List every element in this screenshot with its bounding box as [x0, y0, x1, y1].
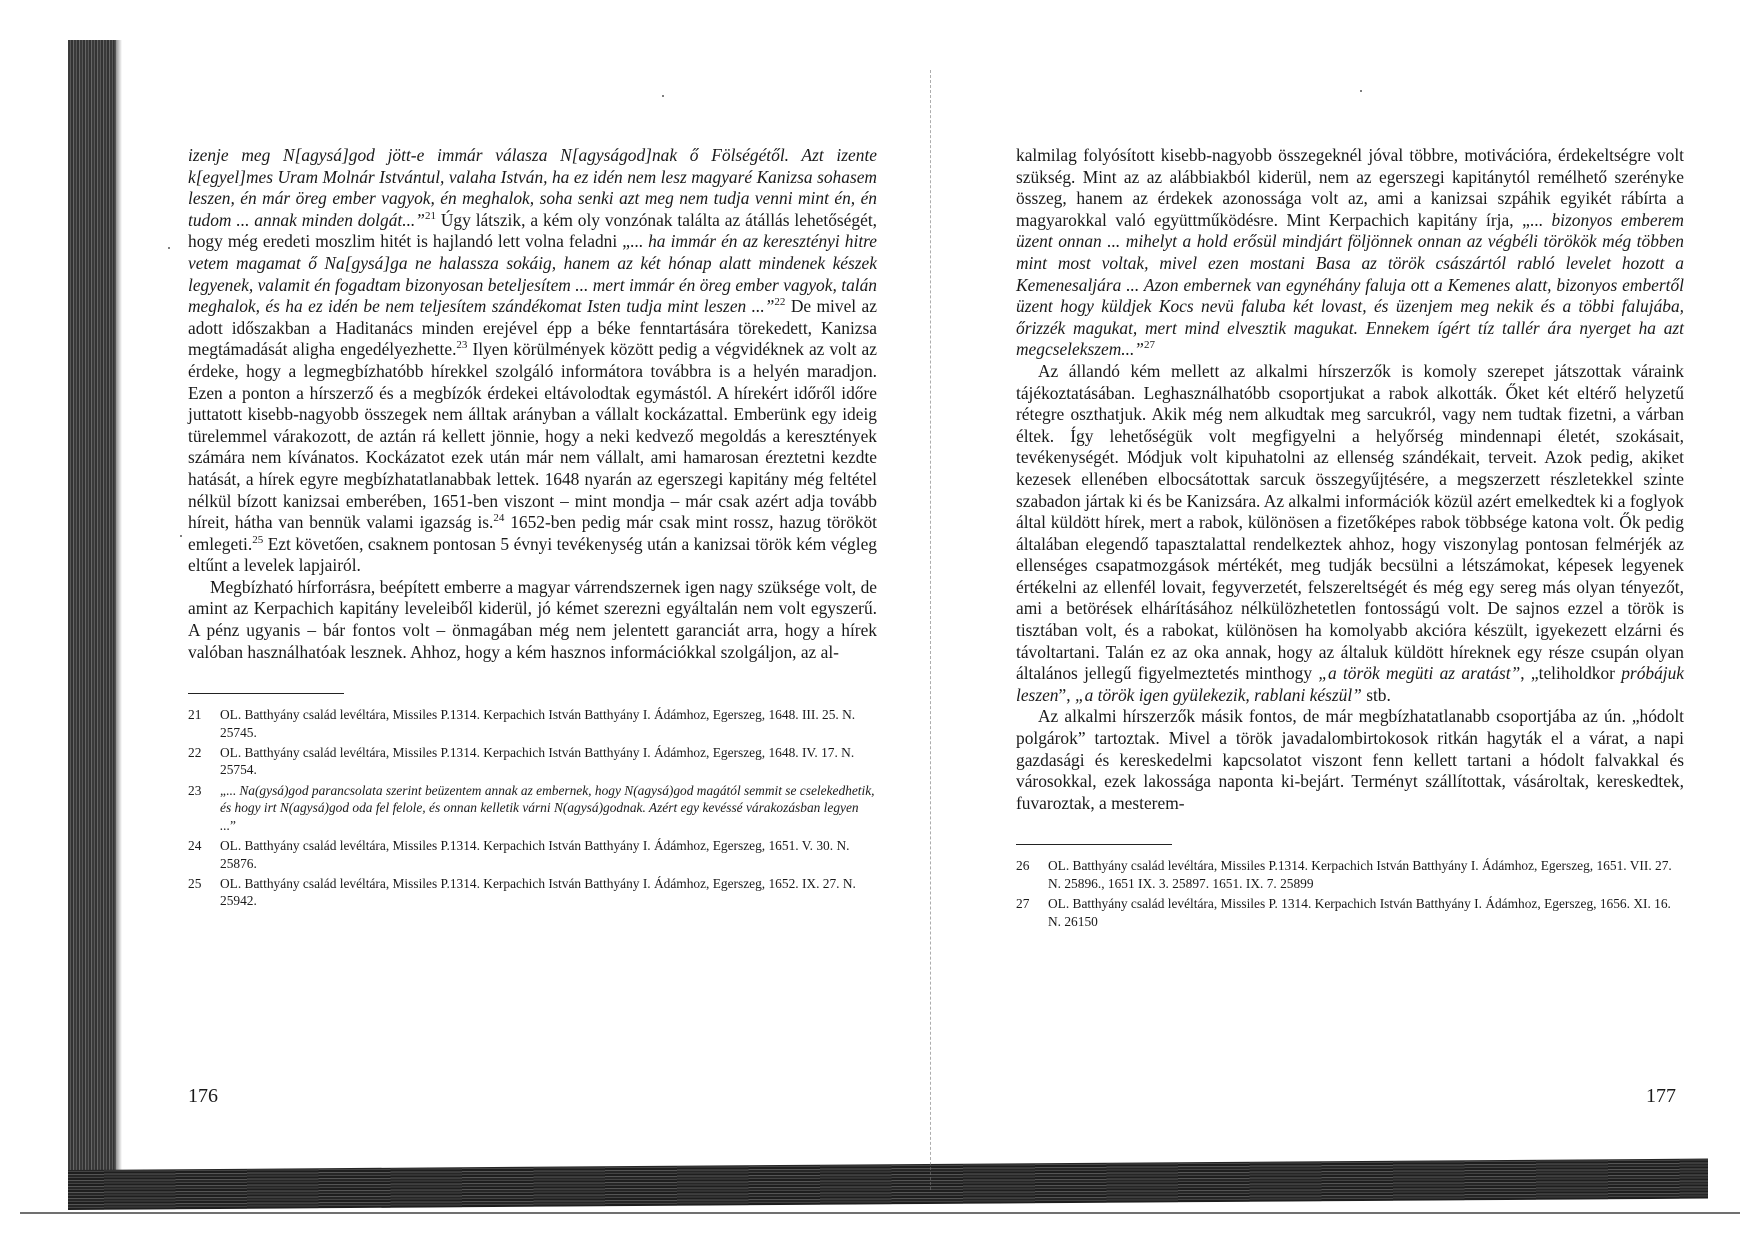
footnote-text: [220, 875, 877, 910]
text-run: OL. Batthyány család levéltára, Missiles P.1314. Kerpachich István Batthyány I. Ádámhoz, Egerszeg, 1651. V. 30. N. 25876.: [220, 838, 850, 871]
text-run: De mivel az adott időszakban a Haditanács minden erejével épp a béke fenntartására törekedett, Kanizsa megtámadását aligha engedélyezhette.: [188, 296, 877, 360]
scan-speck: [168, 247, 170, 249]
right-page-body: [1016, 145, 1684, 814]
paragraph: [188, 145, 877, 577]
text-run: kalmilag folyósított kisebb-nagyobb összegeknél jóval többre, motivációra, érdekeltségre volt szükség. Mint az az alábbiakból kiderül, nem az egerszegi kapitánytól remélhető szerényke összeg, hanem az érdekek azonossága volt az, ami a kanizsai szpáhik egyikét rábírta a magyarokkal való együttműködésre. Mint Kerpachich kapitány írja, „...: [1016, 145, 1684, 230]
footnote-number: 26: [1016, 858, 1030, 874]
text-run: Úgy látszik, a kém oly vonzónak találta az átállás lehetőségét, hogy még eredeti moszlim hitét is hajlandó lett volna feladni „...: [188, 209, 877, 252]
footnote-number: 27: [1016, 896, 1030, 912]
scan-bottom-line: [20, 1212, 1740, 1214]
text-run: OL. Batthyány család levéltára, Missiles P.1314. Kerpachich István Batthyány I. Ádámhoz, Egerszeg, 1652. IX. 27. N. 25942.: [220, 875, 856, 909]
footnote: [188, 706, 877, 741]
italic-quote: bizonyos emberem üzent onnan ... mihelyt a hold erősül mindjárt följönnek onnan az végbéli törökök még többen mint most voltak, mivel ezen mostani Basa az török császártól rabló levelet hozott a Kemenesaljára ... Azon embernek van egynéhány faluja ott a Kemenes alatt, bizonyos embertől üzent hogy küldjek Kocs nevü faluba két lovast, és üzenjem meg nekik és a többi falujába, őrizzék magukat, mert mind elvesztik magukat. Ennekem ígért tíz tallér ára nyerget ha azt megcselekszem...”: [1016, 209, 1684, 360]
text-run: OL. Batthyány család levéltára, Missiles P. 1314. Kerpachich István Batthyány I. Ádámhoz, Egerszeg, 1656. XI. 16. N. 26150: [1048, 896, 1671, 929]
scan-speck: [1660, 467, 1662, 469]
italic-quote: izenje meg N[agysá]god jött-e immár válasza N[agyságod]nak ő Fölségétől. Azt izente k[egyel]mes Uram Molnár Istvántul, valaha István, ha ez idén nem lesz magyaré Kanizsa sohasem leszen, én már öreg ember vagyok, én meghalok, soha senki azt meg nem tudja venni mint én, én tudom ... annak minden dolgát...”: [188, 145, 877, 230]
footnote-text: [220, 782, 877, 834]
footnote-ref[interactable]: 23: [456, 339, 468, 352]
text-run: Az állandó kém mellett az alkalmi hírszerzők is komoly szerepet játszottak váraink tájékoztatásában. Leghasználhatóbb csoportjukat a rabok alkották. Őket két eltérő helyzetű rétegre oszthatjuk. Akik még nem alkudtak meg sarcukról, vagy nem tudtak fizetni, a várban éltek. Így lehetőségük volt megfigyelni a helyőrség mindennapi életét, szokásait, tevékenységét. Módjuk volt kipuhatolni az ellenség szándékait, terveit. Azok pedig, akiket kezesek ellenében elbocsátottak sarcuk összegyűjtésére, a megszerzett részletekkel szinte szabadon jártak ki és be Kanizsára. Az alkalmi információk közül azért emelkedtek ki a foglyok által küldött hírek, mert a rabok, különösen a fizetőképes rabok többsége katona volt. Ők pedig általában elegendő tapasztalattal rendelkeztek ahhoz, hogy viszonylag pontosan felmérjék az ellenséges csapatmozgások mértékét, meg tudják becsülni a létszámokat, képesek legyenek értékelni az ellenfél lovait, fegyverzetét, felszereltségét és még egy sereg más olyan tényezőt, ami a betörések elhárításához nélkülözhetetlen fontosságú volt. De sajnos ezzel a török is tisztában volt, és a rabokat, különösen ha komolyabb akcióra készült, igyekezett elzárni és távoltartani. Talán ez az oka annak, hogy az általuk küldött híreknek egy része csupán olyan általános jellegű figyelmeztetés minthogy: [1016, 360, 1684, 684]
text-run: „...: [220, 782, 240, 798]
footnote-number: 21: [188, 707, 202, 723]
italic-quote: Na(gysá)god parancsolata szerint beüzentem annak az embernek, hogy N(agysá)god magától semmit se cselekedhetik, és hogy irt N(agysá)god oda fel felole, és onnan kelletik várni N(agysá)godnak. Azért egy kevéssé várakozásban legyen ...: [220, 782, 875, 833]
text-run: 1652-ben pedig már csak mint rossz, hazug törököt emlegeti.: [188, 512, 877, 554]
text-run: stb.: [1361, 684, 1391, 705]
footnote-ref[interactable]: 22: [774, 296, 786, 309]
left-page: [188, 145, 877, 913]
scan-binding-shadow: [68, 40, 116, 1180]
footnote-text: [220, 837, 877, 872]
page-number-right: 177: [1646, 1085, 1676, 1107]
text-run: Az alkalmi hírszerzők másik fontos, de már megbízhatatlanabb csoportjába az ún. „hódolt polgárok” tartoztak. Mivel a török javadalombirtokosok ritkán hagyták el a várat, a napi gazdasági és kereskedelmi kapcsolatot viszont fenn kellett tartani a hódolt falvakkal és városokkal, ezek lakossága naponta ki-bejárt. Terményt szállítottak, vásároltak, kereskedtek, fuvaroztak, a mesterem-: [1016, 706, 1684, 813]
footnote-ref[interactable]: 27: [1143, 339, 1155, 352]
footnote-text: [220, 744, 877, 779]
footnote-ref[interactable]: 25: [252, 533, 264, 546]
text-run: ”: [230, 817, 236, 833]
text-run: OL. Batthyány család levéltára, Missiles P.1314. Kerpachich István Batthyány I. Ádámhoz, Egerszeg, 1651. VII. 27. N. 25896., 1651 IX. 3. 25897. 1651. IX. 7. 25899: [1048, 858, 1672, 891]
footnote: [188, 782, 877, 834]
footnote: [188, 875, 877, 910]
footnote: [1016, 895, 1684, 930]
left-page-body: [188, 145, 877, 663]
footnote: [188, 744, 877, 779]
paragraph: [188, 577, 877, 663]
right-page: [1016, 145, 1684, 933]
book-gutter: [930, 70, 931, 1190]
footnote-separator: [1016, 844, 1172, 845]
scan-bottom-shadow: [68, 1159, 1708, 1210]
scan-speck: [662, 95, 664, 97]
italic-quote: „a török igen gyülekezik, rablani készül”: [1074, 684, 1362, 705]
text-run: Ilyen körülmények között pedig a végvidéknek az volt az érdeke, hogy a legmegbízhatóbb hírekkel szolgáló informátora továbbra is a helyén maradjon. Ezen a ponton a hírszerző és a megbízók érdekei eltávolodtak egymástól. A hírekért időről időre juttatott kisebb-nagyobb összegek nem álltak arányban a vállalt kockázattal. Emberünk egy ideig türelemmel várakozott, de aztán rá kellett jönnie, hogy a neki kedvező megoldás a keresztények számára nem kívánatos. Kockázatot ezek után már nem vállalt, ami hamarosan éreztetni kezdte hatását, a hírek egyre megbízhatatlanabbak lettek. 1648 nyarán az egerszegi kapitány még feltétel nélkül bízott kanizsai emberében, 1651-ben viszont – mint mondja – már csak azért adja tovább híreit, hátha van bennük valami igazság is.: [188, 339, 877, 533]
text-run: Ezt követően, csaknem pontosan 5 évnyi tevékenység után a kanizsai török kém végleg eltűnt a levelek lapjairól.: [188, 533, 877, 576]
text-run: OL. Batthyány család levéltára, Missiles P.1314. Kerpachich István Batthyány I. Ádámhoz, Egerszeg, 1648. III. 25. N. 25745.: [220, 707, 856, 740]
footnote-ref[interactable]: 21: [424, 209, 436, 222]
footnote-text: [1048, 857, 1684, 892]
italic-quote: próbájuk leszen: [1016, 663, 1685, 705]
footnote-text: [220, 706, 877, 741]
footnote-text: [1048, 895, 1684, 930]
footnote-ref[interactable]: 24: [493, 512, 505, 525]
footnote: [1016, 857, 1684, 892]
footnote-number: 25: [188, 875, 202, 891]
paragraph: [1016, 706, 1684, 814]
italic-quote: „a török megüti az aratást”: [1318, 663, 1521, 684]
footnote-number: 23: [188, 782, 202, 798]
right-page-footnotes: [1016, 857, 1684, 930]
footnote: [188, 837, 877, 872]
scan-speck: [180, 535, 182, 537]
footnote-number: 24: [188, 838, 202, 854]
italic-quote: ha immár én az keresztényi hitre vetem magamat ő Na[gysá]ga ne halassza sokáig, hanem az két hónap alatt mindenek készek legyenek, valamit én fogadtam bizonyosan beteljesítem ... mert immár én öreg ember vagyok, talán meghalok, és ha ez idén be nem teljesítem szándékomat Isten tudja mint leszen ...”: [188, 231, 877, 317]
scan-speck: [1360, 90, 1362, 92]
paragraph: [1016, 361, 1684, 707]
footnote-number: 22: [188, 745, 202, 761]
text-run: Megbízható hírforrásra, beépített emberre a magyar várrendszernek igen nagy szüksége volt, de amint az Kerpachich kapitány leveleiből kiderül, jó kémet szerezni egyáltalán nem volt egyszerű. A pénz ugyanis – bár fontos volt – önmagában még nem jelentett garanciát arra, hogy a hírek valóban használhatóak lesznek. Ahhoz, hogy a kém hasznos információkkal szolgáljon, az al-: [188, 576, 877, 662]
text-run: ”,: [1058, 684, 1075, 705]
footnote-separator: [188, 693, 344, 694]
text-run: , „teliholdkor: [1520, 663, 1622, 684]
text-run: OL. Batthyány család levéltára, Missiles P.1314. Kerpachich István Batthyány I. Ádámhoz, Egerszeg, 1648. IV. 17. N. 25754.: [220, 745, 855, 778]
paragraph: [1016, 145, 1684, 361]
page-number-left: 176: [188, 1085, 218, 1107]
left-page-footnotes: [188, 706, 877, 909]
